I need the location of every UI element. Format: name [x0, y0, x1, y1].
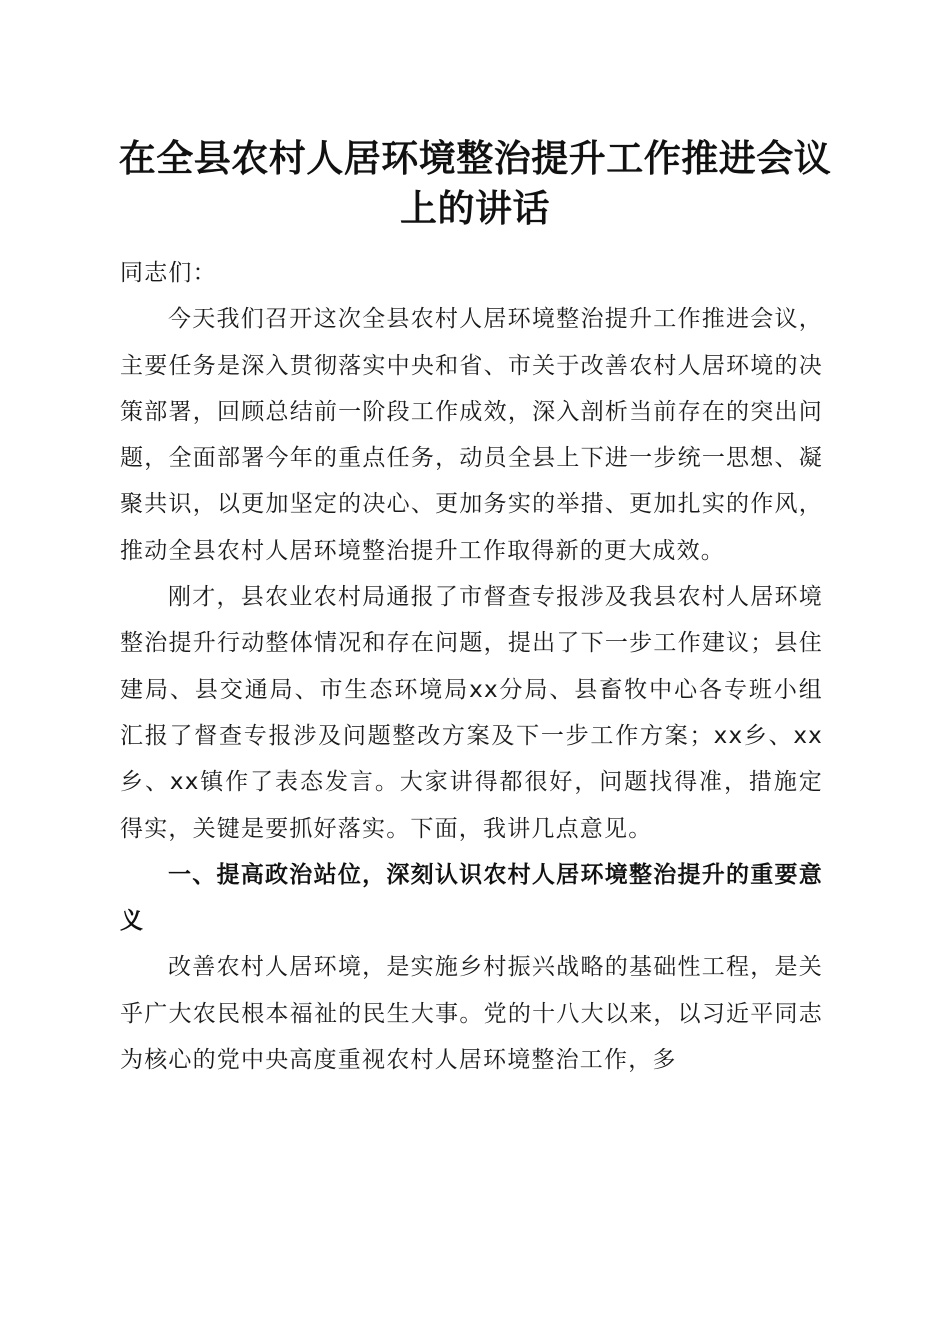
paragraph-intro: 今天我们召开这次全县农村人居环境整治提升工作推进会议，主要任务是深入贯彻落实中央和省、市关于改善农村人居环境的决策部署，回顾总结前一阶段工作成效，深入剖析当前存在的突出问题，全面部署今年的重点任务，动员全县上下进一步统一思想、凝聚共识，以更加坚定的决心、更加务实的举措、更加扎实的作风，推动全县农村人居环境整治提升工作取得新的更大成效。 — [120, 306, 823, 564]
paragraph-reports: 刚才，县农业农村局通报了市督查专报涉及我县农村人居环境整治提升行动整体情况和存在问题，提出了下一步工作建议；县住建局、县交通局、市生态环境局xx分局、县畜牧中心各专班小组汇报了督查专报涉及问题整改方案及下一步工作方案；xx乡、xx乡、xx镇作了表态发言。大家讲得都很好，问题找得准，措施定得实，关键是要抓好落实。下面，我讲几点意见。 — [120, 584, 823, 842]
document-body — [120, 250, 823, 1083]
document-title: 在全县农村人居环境整治提升工作推进会议上的讲话 — [118, 136, 832, 230]
section-paragraph: 改善农村人居环境，是实施乡村振兴战略的基础性工程，是关乎广大农民根本福祉的民生大事。党的十八大以来，以习近平同志为核心的党中央高度重视农村人居环境整治工作，多 — [120, 954, 823, 1074]
section-heading: 一、提高政治站位，深刻认识农村人居环境整治提升的重要意义 — [120, 861, 823, 935]
salutation: 同志们： — [120, 260, 217, 286]
